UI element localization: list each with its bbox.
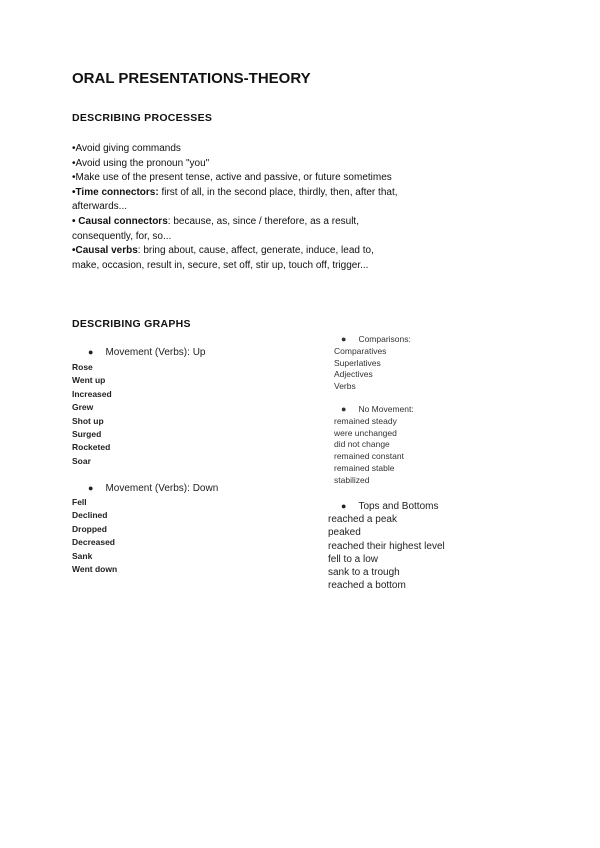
list-item: Decreased (72, 537, 116, 548)
bullet-text: •Make use of the present tense, active and passive, or future sometimes (72, 172, 392, 184)
bullet-icon: ● (341, 501, 347, 511)
no-movement-list (334, 416, 404, 486)
movement-down-label: Movement (Verbs): Down (105, 483, 219, 494)
list-item: Went up (72, 375, 106, 386)
tops-bottoms-list (328, 513, 445, 593)
comparisons-list (334, 346, 386, 393)
list-item: Fell (72, 497, 87, 507)
list-item: reached a bottom (328, 580, 406, 592)
list-item: Increased (72, 388, 112, 399)
bullet-icon: ● (88, 483, 94, 493)
bullet-text: •Avoid giving commands (72, 143, 181, 154)
process-bullet (72, 186, 402, 215)
process-bullet (72, 244, 402, 273)
bullet-term: •Time connectors: (72, 186, 159, 198)
comparisons-heading (341, 334, 411, 346)
list-item: were unchanged (334, 427, 397, 438)
list-item: Sank (72, 550, 93, 561)
no-movement-label: No Movement: (358, 404, 414, 414)
list-item: Comparatives (334, 346, 387, 356)
process-bullet (72, 157, 402, 172)
bullet-text: •Avoid using the pronoun "you" (72, 157, 210, 169)
tops-bottoms-heading (341, 501, 438, 512)
process-bullet (72, 142, 402, 157)
comparisons-label: Comparisons: (358, 334, 411, 344)
page-title: ORAL PRESENTATIONS-THEORY (72, 70, 311, 87)
list-item: Verbs (334, 381, 356, 392)
list-item: Soar (72, 455, 91, 466)
bullet-term: • Causal connectors (72, 215, 168, 227)
movement-up-heading (88, 347, 205, 358)
movement-down-list (72, 496, 117, 576)
bullet-icon: ● (88, 347, 94, 357)
tops-bottoms-label: Tops and Bottoms (358, 501, 439, 512)
movement-up-label: Movement (Verbs): Up (105, 347, 206, 358)
list-item: Rocketed (72, 442, 111, 453)
list-item: Dropped (72, 523, 107, 534)
list-item: sank to a trough (328, 567, 400, 579)
list-item: peaked (328, 527, 361, 539)
bullet-term: •Causal verbs (72, 245, 138, 257)
list-item: Superlatives (334, 357, 381, 368)
bullet-text: : because, as, since / therefore, as a result, consequently, for, so... (72, 215, 359, 242)
list-item: fell to a low (328, 553, 379, 565)
movement-up-list (72, 361, 112, 468)
bullet-icon: ● (341, 404, 347, 414)
list-item: Rose (72, 362, 93, 372)
processes-list (72, 142, 402, 273)
list-item: did not change (334, 439, 390, 450)
list-item: stabilized (334, 474, 370, 485)
list-item: reached a peak (328, 514, 397, 525)
heading-describing-processes: DESCRIBING PROCESSES (72, 112, 213, 124)
bullet-text: first of all, in the second place, thirdly, then, after that, afterwards... (72, 186, 398, 213)
bullet-text: : bring about, cause, affect, generate, induce, lead to, make, occasion, result in, secure, set off, stir up, touch off, trigger... (72, 245, 374, 271)
list-item: remained steady (334, 416, 397, 426)
list-item: Went down (72, 564, 118, 575)
list-item: reached their highest level (328, 540, 445, 552)
process-bullet (72, 171, 402, 186)
heading-describing-graphs: DESCRIBING GRAPHS (72, 318, 191, 330)
no-movement-heading (341, 404, 414, 416)
list-item: Grew (72, 402, 94, 413)
list-item: Shot up (72, 415, 104, 426)
movement-down-heading (88, 483, 218, 494)
process-bullet (72, 215, 402, 244)
list-item: Surged (72, 429, 102, 440)
list-item: remained stable (334, 462, 395, 473)
list-item: Declined (72, 510, 108, 521)
list-item: Adjectives (334, 369, 373, 380)
bullet-icon: ● (341, 334, 347, 344)
list-item: remained constant (334, 451, 404, 462)
